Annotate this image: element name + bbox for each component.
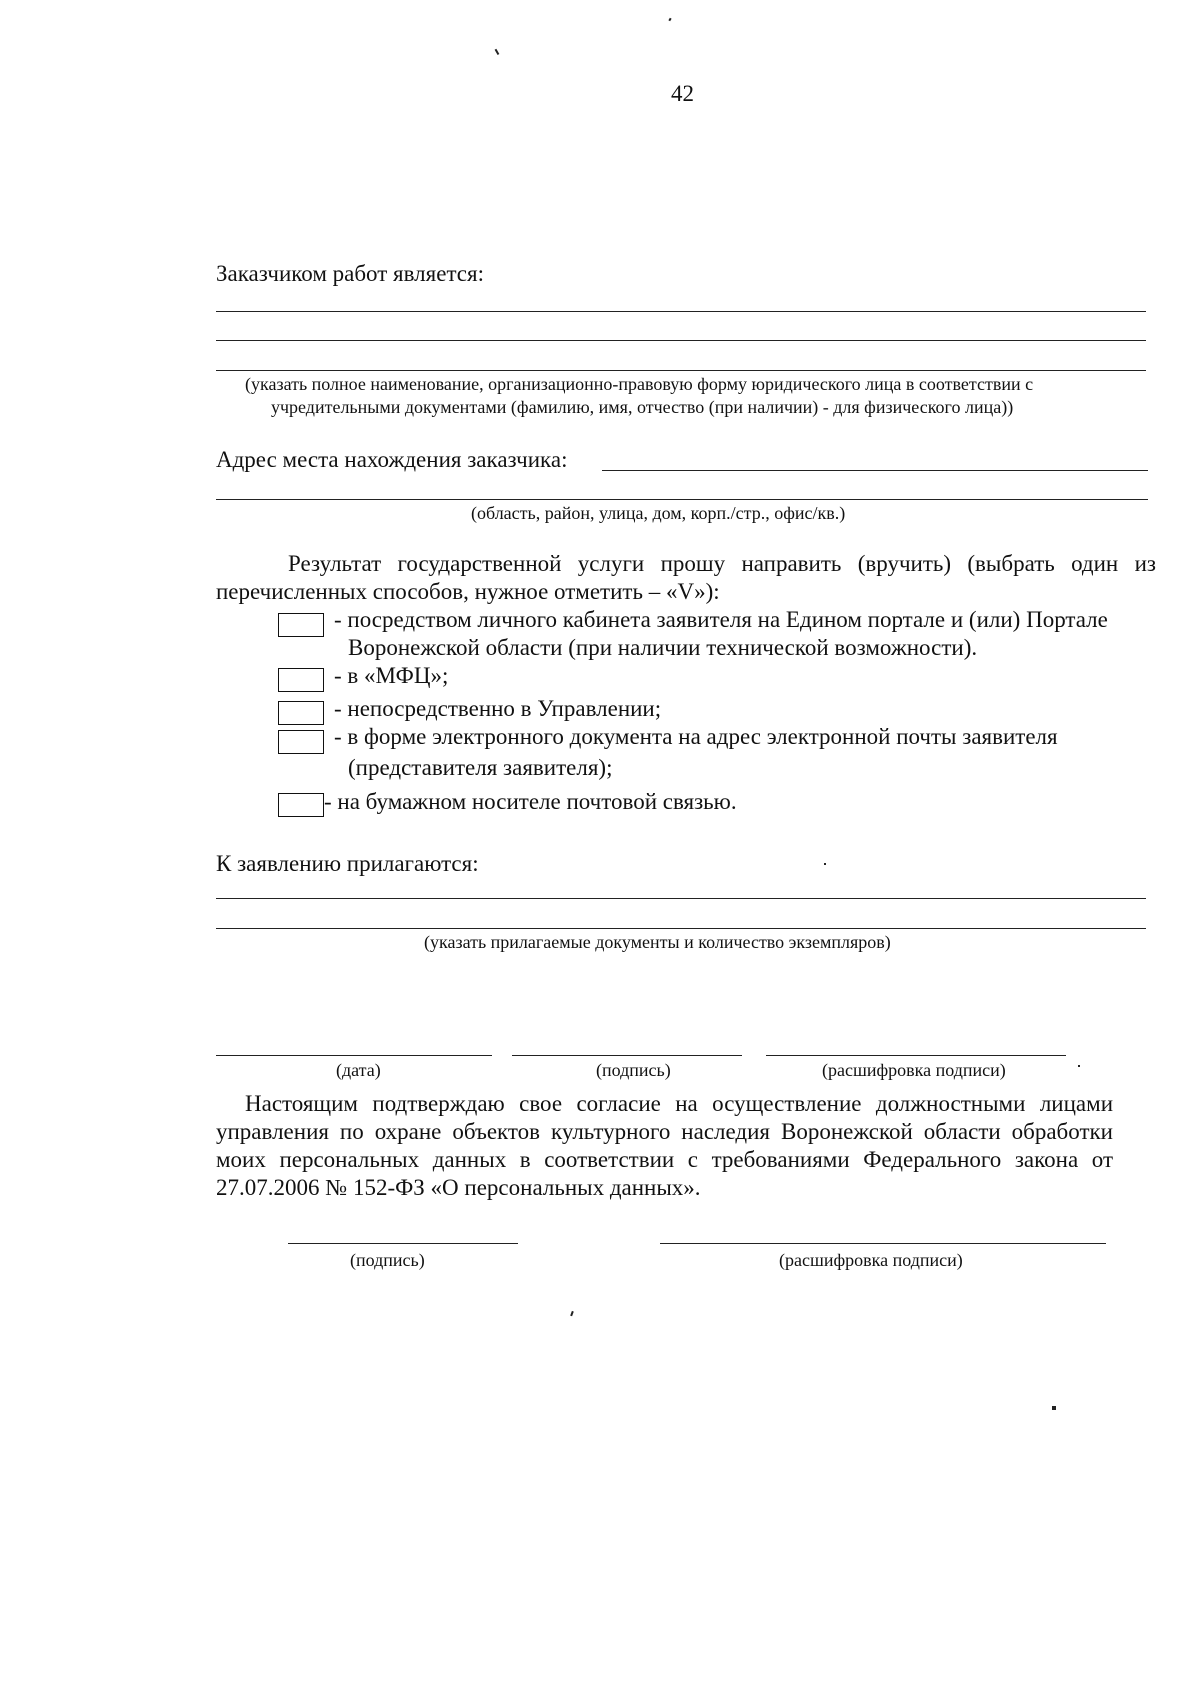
- attachments-hint: (указать прилагаемые документы и количество экземпляров): [424, 932, 891, 952]
- page-number: 42: [671, 81, 694, 106]
- customer-hint-line-1: (указать полное наименование, организационно-правовую форму юридического лица в соответствии с: [245, 374, 1034, 394]
- address-field-line-1[interactable]: [602, 470, 1148, 471]
- consent-line-1: Настоящим подтверждаю свое согласие на осуществление должностными лицами: [245, 1091, 1113, 1116]
- consent-line-4: 27.07.2006 № 152-ФЗ «О персональных данных».: [216, 1175, 701, 1200]
- consent-line-2: управления по охране объектов культурного наследия Воронежской области обработки: [216, 1119, 1113, 1144]
- option-email-text-line-1: - в форме электронного документа на адрес электронной почты заявителя: [334, 724, 1058, 749]
- scan-speck: [1078, 1065, 1080, 1067]
- result-intro-line-2: перечисленных способов, нужное отметить – «V»):: [216, 579, 720, 604]
- attachments-label: К заявлению прилагаются:: [216, 851, 479, 876]
- signature-caption-1: (подпись): [596, 1060, 671, 1080]
- customer-label: Заказчиком работ является:: [216, 261, 484, 286]
- decoding-line-1[interactable]: [766, 1055, 1066, 1056]
- option-post-text: - на бумажном носителе почтовой связью.: [324, 789, 737, 814]
- decoding-caption-1: (расшифровка подписи): [822, 1060, 1006, 1080]
- attachments-field-line-2[interactable]: [216, 928, 1146, 929]
- option-portal-text-line-2: Воронежской области (при наличии технической возможности).: [348, 635, 978, 660]
- scan-speck: [570, 1311, 573, 1316]
- option-office-text: - непосредственно в Управлении;: [334, 696, 662, 721]
- signature-caption-2: (подпись): [350, 1250, 425, 1270]
- signature-line-1[interactable]: [512, 1055, 742, 1056]
- customer-field-line-1[interactable]: [216, 311, 1146, 312]
- consent-line-3: моих персональных данных в соответствии с требованиями Федерального закона от: [216, 1147, 1113, 1172]
- address-label: Адрес места нахождения заказчика:: [216, 447, 568, 472]
- customer-hint-line-2: учредительными документами (фамилию, имя, отчество (при наличии) - для физического лица)): [271, 397, 1014, 417]
- option-email-checkbox[interactable]: [278, 730, 324, 754]
- address-hint: (область, район, улица, дом, корп./стр., офис/кв.): [471, 503, 846, 523]
- signature-line-2[interactable]: [288, 1243, 518, 1244]
- scan-speck: [495, 49, 499, 55]
- scan-speck: [824, 863, 826, 865]
- option-portal-checkbox[interactable]: [278, 613, 324, 637]
- date-caption: (дата): [336, 1060, 381, 1080]
- customer-field-line-2[interactable]: [216, 340, 1146, 341]
- attachments-field-line-1[interactable]: [216, 898, 1146, 899]
- address-field-line-2[interactable]: [216, 499, 1148, 500]
- decoding-caption-2: (расшифровка подписи): [779, 1250, 963, 1270]
- scan-speck: [668, 18, 671, 22]
- option-post-checkbox[interactable]: [278, 793, 324, 817]
- option-mfc-checkbox[interactable]: [278, 668, 324, 692]
- option-mfc-text: - в «МФЦ»;: [334, 663, 449, 688]
- result-intro-line-1: Результат государственной услуги прошу направить (вручить) (выбрать один из: [288, 551, 1156, 576]
- customer-field-line-3[interactable]: [216, 370, 1146, 371]
- decoding-line-2[interactable]: [660, 1243, 1106, 1244]
- option-portal-text-line-1: - посредством личного кабинета заявителя на Едином портале и (или) Портале: [334, 607, 1108, 632]
- date-line[interactable]: [216, 1055, 492, 1056]
- scan-speck: [1052, 1406, 1056, 1410]
- option-office-checkbox[interactable]: [278, 701, 324, 725]
- option-email-text-line-2: (представителя заявителя);: [348, 755, 613, 780]
